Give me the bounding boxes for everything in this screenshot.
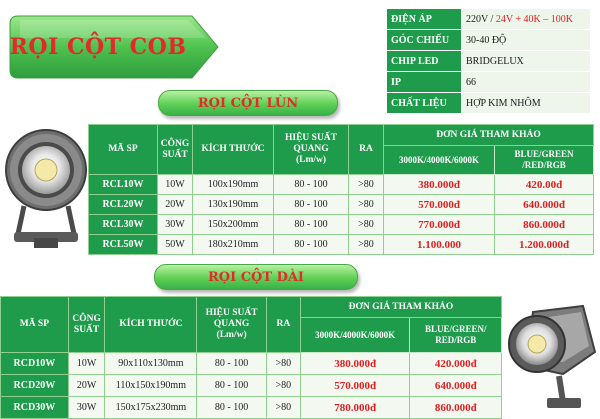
spec-row (387, 93, 591, 114)
header-line: SUẤT (74, 325, 99, 335)
page-title: RỌI CỘT COB (8, 14, 188, 80)
cell-power: 20W (68, 375, 105, 397)
cell-ra: >80 (266, 397, 300, 419)
table-row (89, 195, 594, 215)
header-line: (Lm/w) (296, 155, 326, 165)
col-header-price-white: 3000K/4000K/6000K (384, 146, 495, 175)
cell-price-white: 770.000đ (384, 215, 495, 235)
cell-ra: >80 (349, 195, 384, 215)
cell-size: 90x110x130mm (105, 353, 197, 375)
cell-efficiency: 80 - 100 (274, 195, 349, 215)
cell-power: 20W (158, 195, 193, 215)
spec-row (387, 9, 591, 30)
cell-price-color: 640.000đ (495, 195, 594, 215)
cell-ra: >80 (349, 215, 384, 235)
spec-key: GÓC CHIẾU (387, 30, 462, 51)
cell-size: 130x190mm (193, 195, 274, 215)
table-header-row (89, 125, 594, 146)
cell-code: RCL50W (89, 235, 158, 255)
cell-price-color: 860.000đ (495, 215, 594, 235)
col-header-size: KÍCH THƯỚC (105, 297, 197, 353)
spec-value: 66 (462, 72, 591, 93)
header-line: RED/RGB (435, 335, 476, 345)
spec-key: CHIP LED (387, 51, 462, 72)
cell-efficiency: 80 - 100 (197, 375, 266, 397)
header-line: HIỆU SUẤT (285, 133, 337, 143)
spec-value: BRIDGELUX (462, 51, 591, 72)
table-row (89, 175, 594, 195)
cell-ra: >80 (349, 235, 384, 255)
lamp-image-cell (502, 297, 600, 419)
cell-price-white: 570.000đ (300, 375, 410, 397)
col-header-price: ĐƠN GIÁ THAM KHẢO (300, 297, 501, 318)
section-title-long-pole: RỌI CỘT DÀI (154, 264, 358, 290)
cell-code: RCD10W (1, 353, 69, 375)
header-line: QUANG (293, 144, 328, 154)
cell-power: 30W (158, 215, 193, 235)
table-header-row (1, 297, 600, 318)
col-header-price-white: 3000K/4000K/6000K (300, 318, 410, 353)
cell-efficiency: 80 - 100 (274, 175, 349, 195)
cell-ra: >80 (349, 175, 384, 195)
cell-price-white: 570.000đ (384, 195, 495, 215)
cell-efficiency: 80 - 100 (274, 235, 349, 255)
cell-code: RCL20W (89, 195, 158, 215)
col-header-price: ĐƠN GIÁ THAM KHẢO (384, 125, 594, 146)
cell-power: 50W (158, 235, 193, 255)
header-line: HIỆU SUẤT (206, 308, 258, 318)
col-header-power (158, 125, 193, 175)
cell-power: 10W (68, 353, 105, 375)
short-pole-price-table (88, 124, 594, 255)
cell-price-white: 1.100.000 (384, 235, 495, 255)
col-header-efficiency (274, 125, 349, 175)
cell-price-white: 380.000đ (384, 175, 495, 195)
col-header-code: MÃ SP (1, 297, 69, 353)
cell-size: 100x190mm (193, 175, 274, 195)
col-header-price-color (410, 318, 502, 353)
cell-efficiency: 80 - 100 (197, 353, 266, 375)
col-header-ra: RA (349, 125, 384, 175)
header-line: (Lm/w) (217, 330, 247, 340)
header-line: CÔNG (72, 314, 101, 324)
spec-row (387, 51, 591, 72)
header-line: BLUE/GREEN (514, 149, 573, 159)
cell-size: 180x210mm (193, 235, 274, 255)
cell-code: RCD20W (1, 375, 69, 397)
spec-table (386, 8, 591, 114)
spec-row (387, 72, 591, 93)
spec-value-highlight: 24V + 40K – 100K (496, 14, 573, 25)
cell-efficiency: 80 - 100 (197, 397, 266, 419)
cell-power: 30W (68, 397, 105, 419)
short-pole-spotlight-icon (4, 126, 88, 250)
spec-row (387, 30, 591, 51)
header-line: SUẤT (162, 150, 187, 160)
col-header-power (68, 297, 105, 353)
cell-price-color: 420.000đ (410, 353, 502, 375)
cell-price-color: 860.000đ (410, 397, 502, 419)
cell-code: RCL30W (89, 215, 158, 235)
cell-price-color: 640.000đ (410, 375, 502, 397)
long-pole-price-table (0, 296, 600, 419)
spec-key: IP (387, 72, 462, 93)
cell-price-white: 380.000đ (300, 353, 410, 375)
section-title-short-pole: RỌI CỘT LÙN (158, 90, 338, 116)
spec-value-plain: 220V / (466, 14, 496, 25)
spec-value: 30-40 ĐỘ (462, 30, 591, 51)
cell-efficiency: 80 - 100 (274, 215, 349, 235)
cell-size: 110x150x190mm (105, 375, 197, 397)
cell-power: 10W (158, 175, 193, 195)
spec-value (462, 9, 591, 30)
table-row (89, 215, 594, 235)
col-header-code: MÃ SP (89, 125, 158, 175)
col-header-price-color (495, 146, 594, 175)
header-line: QUANG (214, 319, 249, 329)
cell-code: RCD30W (1, 397, 69, 419)
cell-price-color: 420.00đ (495, 175, 594, 195)
spec-key: ĐIỆN ÁP (387, 9, 462, 30)
cell-size: 150x200mm (193, 215, 274, 235)
spec-key: CHẤT LIỆU (387, 93, 462, 114)
cell-price-color: 1.200.000đ (495, 235, 594, 255)
cell-ra: >80 (266, 353, 300, 375)
cell-ra: >80 (266, 375, 300, 397)
col-header-size: KÍCH THƯỚC (193, 125, 274, 175)
header-line: /RED/RGB (522, 160, 566, 170)
cell-code: RCL10W (89, 175, 158, 195)
long-pole-spotlight-icon (503, 298, 599, 414)
col-header-efficiency (197, 297, 266, 353)
col-header-ra: RA (266, 297, 300, 353)
cell-size: 150x175x230mm (105, 397, 197, 419)
header-line: CÔNG (161, 139, 190, 149)
cell-price-white: 780.000đ (300, 397, 410, 419)
table-row (89, 235, 594, 255)
header-line: BLUE/GREEN/ (425, 324, 487, 334)
spec-value: HỢP KIM NHÔM (462, 93, 591, 114)
